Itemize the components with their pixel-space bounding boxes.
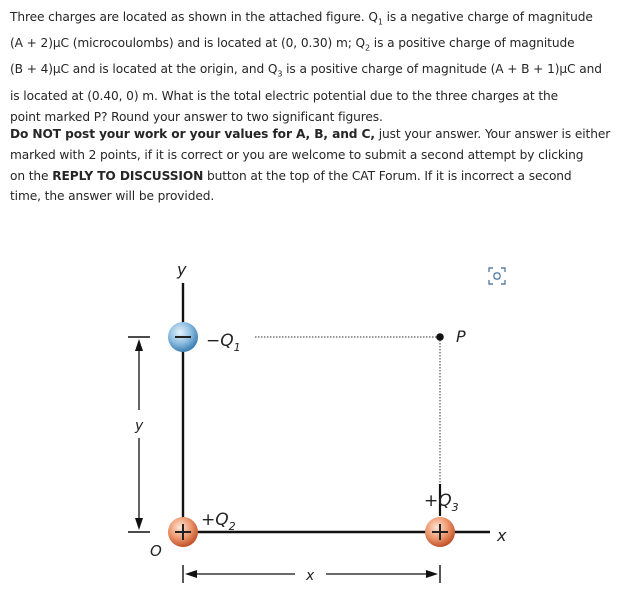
x-dim-arrowhead-right — [426, 570, 438, 578]
instruction-text: on the — [10, 168, 53, 183]
subscript: 1 — [377, 17, 383, 27]
subscript: 2 — [365, 43, 371, 53]
question-text: Three charges are located as shown in the attached figure. Q — [10, 10, 378, 24]
point-p-marker — [436, 333, 444, 341]
subscript: 3 — [277, 69, 283, 79]
instruction-text: button at the top of the CAT Forum. If it is incorrect a second — [203, 168, 572, 183]
expand-image-icon[interactable] — [488, 267, 506, 285]
y-axis-label: y — [177, 260, 187, 279]
instruction-line: time, the answer will be provided. — [10, 189, 215, 204]
x-dim-arrowhead-left — [185, 570, 197, 578]
question-text: (B + 4)μC and is located at the origin, and Q — [10, 62, 278, 77]
bold-warning: Do NOT post your work or your values for A, B, and C, — [10, 127, 375, 141]
q1-label: $-Q_1$ — [206, 331, 241, 354]
y-dim-arrowhead-up — [135, 339, 143, 351]
origin-label: O — [150, 542, 162, 560]
q3-label: $+Q_3$ — [424, 491, 459, 514]
q2-label: $+Q_2$ — [201, 510, 236, 533]
question-text: is a negative charge of magnitude — [382, 10, 593, 24]
instruction-text: just your answer. Your answer is either — [374, 127, 611, 141]
x-dim-label: x — [306, 568, 315, 584]
question-text: is a positive charge of magnitude (A + B + 1)μC and — [282, 62, 602, 77]
point-p-label: P — [456, 327, 466, 346]
y-dim-label: y — [135, 418, 144, 434]
reply-to-discussion-text: REPLY TO DISCUSSION — [52, 168, 204, 183]
question-line: is located at (0.40, 0) m. What is the total electric potential due to the three charges at the — [10, 88, 559, 103]
question-line: point marked P? Round your answer to two significant figures. — [10, 109, 383, 124]
y-dim-arrowhead-down — [135, 518, 143, 530]
question-text: is a positive charge of magnitude — [370, 36, 575, 51]
question-text: (A + 2)μC (microcoulombs) and is located at (0, 0.30) m; Q — [10, 36, 366, 51]
instruction-line: marked with 2 points, if it is correct or you are welcome to submit a second attempt by clicking — [10, 147, 584, 162]
x-axis-label: x — [497, 526, 507, 545]
